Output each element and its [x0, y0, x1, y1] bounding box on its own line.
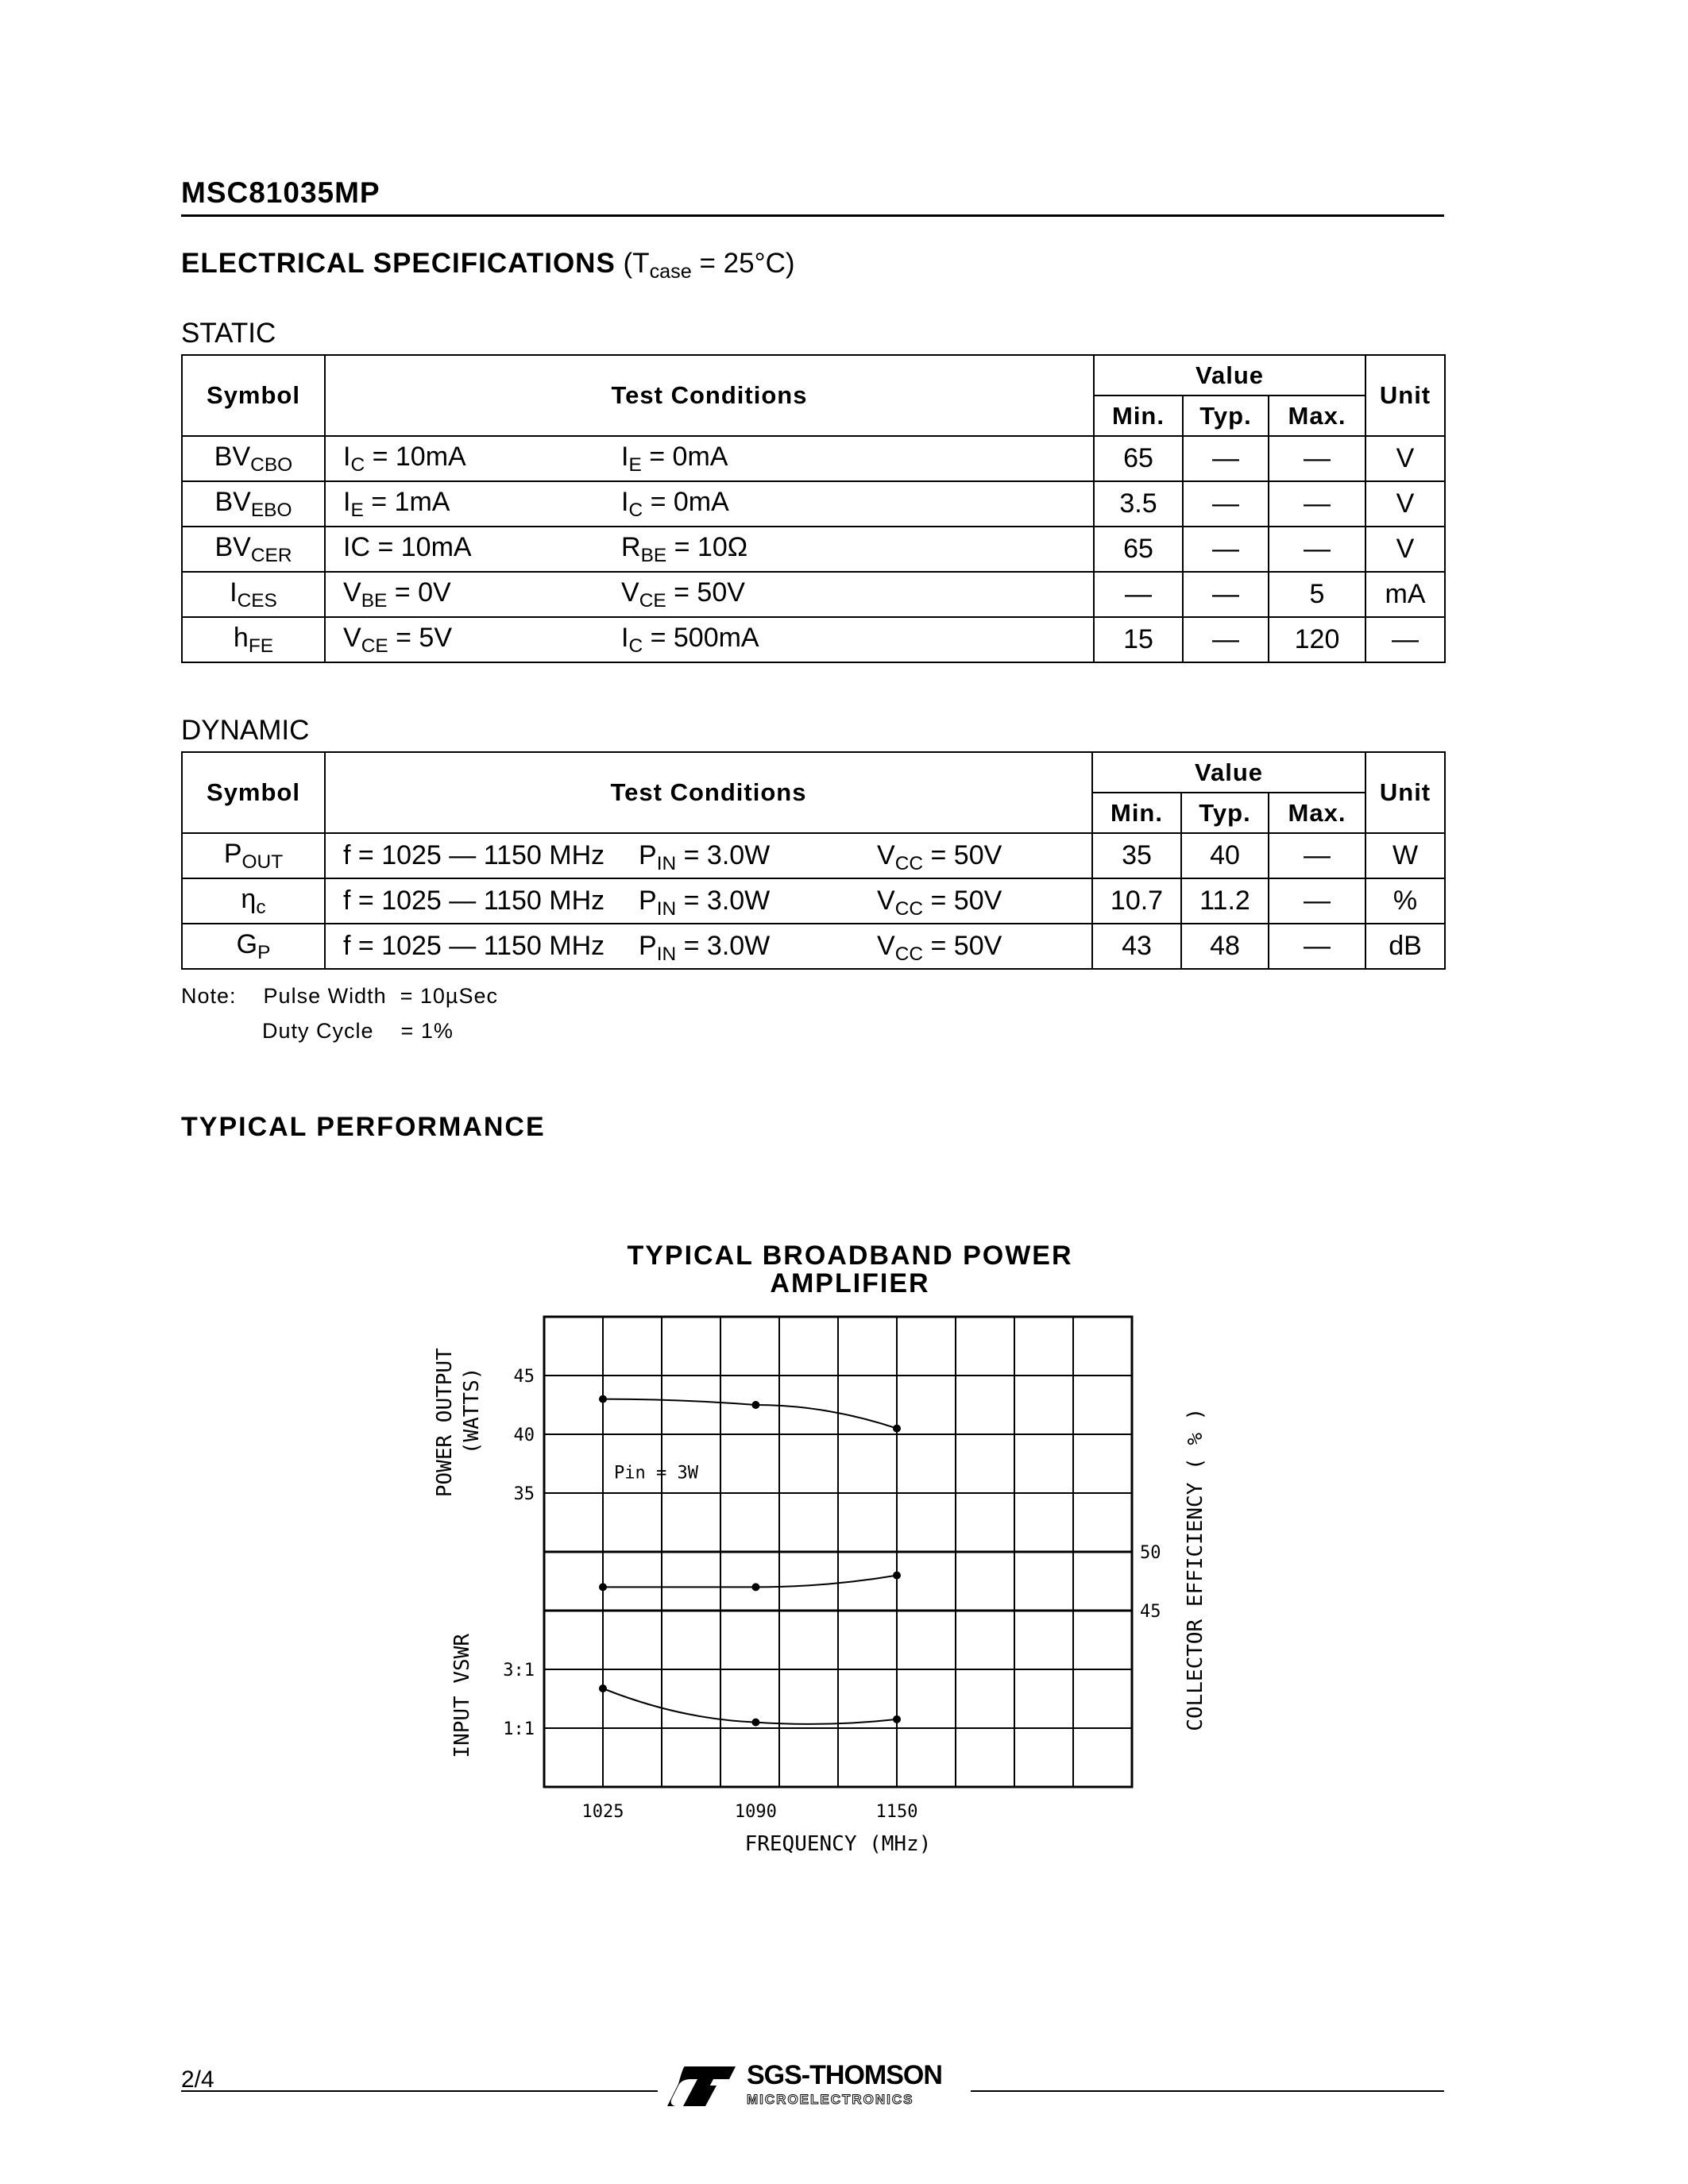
condition-2-symbol: P — [639, 886, 657, 916]
typical-performance-title: TYPICAL PERFORMANCE — [181, 1112, 546, 1142]
note-line-1: Note: Pulse Width = 10µSec — [181, 984, 498, 1008]
chart-labels — [433, 1348, 1207, 1856]
min-cell: 35 — [1092, 833, 1181, 878]
symbol-cell — [182, 527, 325, 572]
header-min: Min. — [1094, 396, 1183, 436]
supply-voltage-condition — [877, 886, 1002, 920]
condition-cell — [325, 572, 1094, 617]
typ-cell: 40 — [1181, 833, 1269, 878]
symbol-cell — [182, 924, 325, 969]
condition-2-subscript: IN — [656, 897, 677, 920]
frequency-condition: f = 1025 — 1150 MHz — [343, 886, 605, 916]
condition-2-symbol: P — [639, 931, 657, 961]
symbol-subscript: CES — [237, 589, 277, 612]
header-max: Max. — [1269, 793, 1365, 833]
condition-wrap — [343, 840, 1091, 874]
table-row — [182, 833, 1445, 878]
condition-2-value: = 3.0W — [676, 840, 771, 870]
dynamic-label: DYNAMIC — [181, 715, 310, 746]
header-rule — [181, 214, 1444, 217]
min-cell: 65 — [1094, 527, 1183, 572]
series-line-2 — [603, 1576, 897, 1588]
condition-2 — [621, 442, 728, 477]
typ-cell: 11.2 — [1181, 878, 1269, 924]
electrical-condition: $(T_{case} = 25^\circ C)$ — [623, 248, 795, 284]
symbol-text: I — [230, 577, 238, 608]
y-tick-label: 1:1 — [503, 1719, 535, 1739]
min-cell: 3.5 — [1094, 481, 1183, 527]
condition-2-symbol: I — [621, 441, 629, 472]
condition-3-symbol: V — [877, 886, 895, 916]
max-cell: — — [1269, 527, 1365, 572]
max-cell: — — [1269, 436, 1365, 481]
max-cell: — — [1269, 481, 1365, 527]
condition-2-subscript: E — [628, 453, 642, 476]
series-line-1 — [603, 1399, 897, 1429]
max-cell: — — [1269, 924, 1365, 969]
condition-1-subscript: CE — [361, 635, 388, 657]
table-row — [182, 527, 1445, 572]
footer-rule-right — [971, 2090, 1444, 2092]
note — [181, 978, 498, 1048]
header-max: Max. — [1269, 396, 1365, 436]
condition-1-symbol: IC = 10mA — [343, 531, 472, 562]
condition-3-subscript: CC — [894, 943, 924, 965]
typ-cell: — — [1183, 572, 1269, 617]
condition-3-symbol: V — [877, 931, 895, 961]
condition-cell — [325, 481, 1094, 527]
input-power-condition — [639, 840, 770, 875]
condition-2-symbol: I — [621, 486, 629, 517]
y-tick-label: 35 — [513, 1484, 535, 1504]
x-tick-label: 1150 — [875, 1802, 918, 1822]
min-cell: 10.7 — [1092, 878, 1181, 924]
header-test-conditions: Test Conditions — [325, 355, 1094, 436]
header-test-conditions: Test Conditions — [325, 752, 1092, 833]
unit-cell: W — [1365, 833, 1445, 878]
unit-cell: dB — [1365, 924, 1445, 969]
min-cell: 65 — [1094, 436, 1183, 481]
condition-2-value: = 0mA — [641, 441, 728, 472]
condition-2-subscript: IN — [656, 943, 677, 965]
chart-curves — [599, 1395, 901, 1727]
condition-1 — [343, 532, 472, 562]
chart-title-line-2: AMPLIFIER — [770, 1268, 930, 1298]
header-min: Min. — [1092, 793, 1181, 833]
condition-cell — [325, 436, 1094, 481]
unit-cell: V — [1365, 527, 1445, 572]
unit-cell: V — [1365, 436, 1445, 481]
power-output-axis-label: POWER OUTPUT — [433, 1348, 457, 1498]
condition-1 — [343, 577, 451, 612]
condition-1 — [343, 441, 466, 476]
condition-cell — [325, 878, 1092, 924]
typ-cell: 48 — [1181, 924, 1269, 969]
typ-cell: — — [1183, 481, 1269, 527]
input-power-condition — [639, 886, 770, 920]
condition-2 — [621, 487, 729, 522]
condition-cell — [325, 833, 1092, 878]
condition-1-subscript: BE — [361, 589, 388, 612]
condition-1-symbol: I — [343, 486, 351, 517]
power-output-unit-label: (WATTS) — [460, 1367, 484, 1455]
symbol-cell — [182, 833, 325, 878]
chart-grid — [544, 1317, 1132, 1787]
condition-2-value: = 0mA — [643, 486, 729, 517]
max-cell: — — [1269, 833, 1365, 878]
max-cell: 5 — [1269, 572, 1365, 617]
condition-2 — [621, 532, 747, 567]
table-row — [182, 924, 1445, 969]
condition-2-subscript: C — [628, 499, 643, 521]
x-tick-label: 1025 — [581, 1802, 624, 1822]
condition-cell — [325, 924, 1092, 969]
chart-title — [627, 1241, 1072, 1298]
table-row — [182, 436, 1445, 481]
condition-wrap — [343, 577, 1093, 612]
condition-2-value: = 3.0W — [676, 931, 771, 961]
header-unit: Unit — [1365, 355, 1445, 436]
symbol-text: h — [233, 622, 249, 653]
series-line-3 — [603, 1688, 897, 1724]
unit-cell: % — [1365, 878, 1445, 924]
collector-efficiency-axis-label: COLLECTOR EFFICIENCY ( % ) — [1184, 1407, 1207, 1731]
condition-2-symbol: R — [621, 531, 641, 562]
page-number: 2/4 — [181, 2066, 214, 2093]
data-point — [599, 1684, 607, 1692]
condition-wrap — [343, 532, 1093, 567]
symbol-text: η — [241, 883, 257, 914]
symbol-text: P — [223, 838, 242, 869]
table-row — [182, 617, 1445, 662]
symbol-subscript: c — [256, 896, 266, 918]
electrical-specifications-title — [181, 248, 795, 284]
symbol-text: G — [236, 928, 258, 959]
x-tick-label: 1090 — [734, 1802, 777, 1822]
header-value: Value — [1092, 752, 1365, 793]
header-symbol: Symbol — [182, 355, 325, 436]
condition-wrap — [343, 442, 1093, 477]
header-value: Value — [1094, 355, 1365, 396]
supply-voltage-condition — [877, 931, 1002, 966]
y-tick-label: 40 — [513, 1426, 535, 1445]
symbol-cell — [182, 878, 325, 924]
input-power-condition — [639, 931, 770, 966]
symbol-text: BV — [214, 531, 251, 562]
condition-3-value: = 50V — [923, 931, 1002, 961]
dynamic-table — [181, 751, 1446, 970]
data-point — [893, 1572, 901, 1580]
condition-2 — [621, 623, 759, 658]
condition-2 — [621, 577, 745, 612]
min-cell: 15 — [1094, 617, 1183, 662]
condition-2-value: = 500mA — [643, 622, 759, 653]
frequency-condition: f = 1025 — 1150 MHz — [343, 931, 605, 961]
frequency-condition: f = 1025 — 1150 MHz — [343, 840, 605, 870]
condition-2-symbol: P — [639, 840, 657, 870]
condition-2-symbol: I — [621, 622, 629, 653]
symbol-subscript: CBO — [250, 453, 293, 476]
condition-2-value: = 3.0W — [676, 886, 771, 916]
header-typ: Typ. — [1181, 793, 1269, 833]
condition-3-value: = 50V — [923, 840, 1002, 870]
footer-rule-left — [181, 2090, 658, 2092]
y-tick-label: 50 — [1140, 1543, 1161, 1563]
data-point — [751, 1583, 759, 1591]
header-unit: Unit — [1365, 752, 1445, 833]
st-logo-icon — [667, 2062, 739, 2109]
condition-2-subscript: CE — [639, 589, 666, 612]
condition-2-symbol: V — [621, 577, 639, 608]
max-cell: — — [1269, 878, 1365, 924]
condition-cell — [325, 527, 1094, 572]
data-point — [893, 1715, 901, 1723]
condition-1-value: = 10mA — [365, 441, 466, 472]
x-axis-label: FREQUENCY (MHz) — [744, 1832, 932, 1856]
condition-wrap — [343, 623, 1093, 658]
typ-cell: — — [1183, 527, 1269, 572]
header-symbol: Symbol — [182, 752, 325, 833]
condition-cell — [325, 617, 1094, 662]
unit-cell: mA — [1365, 572, 1445, 617]
chart-title-line-1: TYPICAL BROADBAND POWER — [627, 1241, 1073, 1271]
table-row — [182, 481, 1445, 527]
unit-cell: V — [1365, 481, 1445, 527]
table-row — [182, 572, 1445, 617]
table-row — [182, 878, 1445, 924]
typ-cell: — — [1183, 436, 1269, 481]
data-point — [893, 1425, 901, 1433]
part-number: MSC81035MP — [181, 176, 380, 209]
condition-1-symbol: V — [343, 577, 361, 608]
condition-1-value: = 1mA — [363, 486, 450, 517]
min-cell: — — [1094, 572, 1183, 617]
condition-1-symbol: V — [343, 622, 361, 653]
symbol-cell — [182, 481, 325, 527]
y-tick-label: 45 — [1140, 1602, 1161, 1622]
condition-1-value: = 5V — [388, 622, 453, 653]
symbol-text: BV — [214, 441, 251, 472]
symbol-text: BV — [214, 486, 251, 517]
condition-1 — [343, 622, 453, 657]
min-cell: 43 — [1092, 924, 1181, 969]
symbol-subscript: CER — [250, 544, 292, 566]
condition-3-subscript: CC — [894, 852, 924, 874]
condition-2-value: = 10Ω — [666, 531, 748, 562]
static-label: STATIC — [181, 318, 276, 349]
condition-wrap — [343, 487, 1093, 522]
data-point — [751, 1719, 759, 1727]
condition-3-subscript: CC — [894, 897, 924, 920]
note-line-2: Duty Cycle = 1% — [181, 1019, 454, 1043]
condition-3-symbol: V — [877, 840, 895, 870]
condition-1 — [343, 486, 450, 521]
condition-2-subscript: IN — [656, 852, 677, 874]
pin-annotation: Pin = 3W — [614, 1463, 698, 1484]
y-tick-label: 3:1 — [503, 1661, 535, 1680]
condition-1-value: = 0V — [387, 577, 451, 608]
condition-2-subscript: BE — [640, 544, 667, 566]
broadband-power-chart — [413, 1223, 1223, 1858]
condition-2-subscript: C — [628, 635, 643, 657]
max-cell: 120 — [1269, 617, 1365, 662]
condition-3-value: = 50V — [923, 886, 1002, 916]
data-point — [599, 1583, 607, 1591]
typ-cell: — — [1183, 617, 1269, 662]
input-vswr-axis-label: INPUT VSWR — [450, 1634, 474, 1758]
symbol-cell — [182, 617, 325, 662]
symbol-subscript: FE — [248, 635, 274, 657]
electrical-title-bold: ELECTRICAL SPECIFICATIONS — [181, 248, 616, 279]
condition-wrap — [343, 931, 1091, 965]
logo-name: SGS-THOMSON — [747, 2060, 942, 2090]
symbol-subscript: EBO — [250, 499, 292, 521]
condition-wrap — [343, 886, 1091, 920]
static-table — [181, 354, 1446, 663]
symbol-subscript: P — [257, 941, 271, 963]
condition-1-subscript: E — [350, 499, 364, 521]
header-typ: Typ. — [1183, 396, 1269, 436]
condition-1-subscript: C — [350, 453, 365, 476]
unit-cell: — — [1365, 617, 1445, 662]
condition-1-symbol: I — [343, 441, 351, 472]
data-point — [599, 1395, 607, 1403]
supply-voltage-condition — [877, 840, 1002, 875]
logo-subtitle: MICROELECTRONICS — [747, 2092, 914, 2107]
symbol-subscript: OUT — [241, 851, 284, 873]
symbol-cell — [182, 572, 325, 617]
y-tick-label: 45 — [513, 1367, 535, 1387]
condition-2-value: = 50V — [666, 577, 745, 608]
symbol-cell — [182, 436, 325, 481]
data-point — [751, 1401, 759, 1409]
